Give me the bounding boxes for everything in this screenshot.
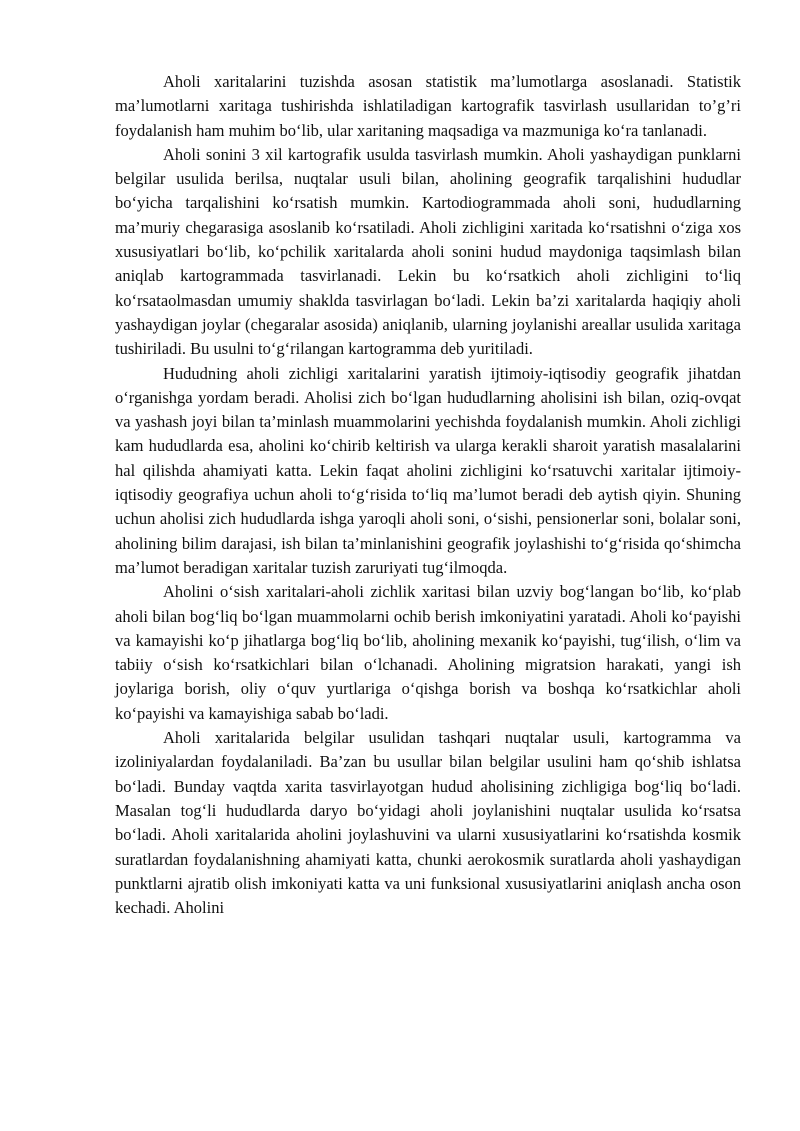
paragraph-population-methods: Aholi sonini 3 xil kartografik usulda tasvirlash mumkin. Aholi yashaydigan punklarni belgilar usulida berilsa, nuqtalar usuli bilan, aholining geografik tarqalishini hududlar bo‘yicha tarqalishini ko‘rsatish mumkin. Kartodiogrammada aholi soni, hududlarning ma’muriy chegarasiga asoslanib ko‘rsatiladi. Aholi zichligini xaritada ko‘rsatishni o‘ziga xos xususiyatlari bo‘lib, ko‘pchilik xaritalarda aholi sonini hudud maydoniga taqsimlash bilan aniqlab kartogrammada tasvirlanadi. Lekin bu ko‘rsatkich aholi zichligini to‘liq ko‘rsataolmasdan umumiy shaklda tasvirlagan bo‘ladi. Lekin ba’zi xaritalarda haqiqiy aholi yashaydigan joylar (chegaralar asosida) aniqlanib, ularning joylanishi areallar usulida xaritaga tushiriladi. Bu usulni to‘g‘rilangan kartogramma deb yuritiladi. [115, 144, 741, 359]
document-page [115, 70, 741, 920]
paragraph-density-maps: Hududning aholi zichligi xaritalarini yaratish ijtimoiy-iqtisodiy geografik jihatdan o‘rganishga yordam beradi. Aholisi zich bo‘lgan hududlarning aholisini ish bilan, oziq-ovqat va yashash joyi bilan ta’minlash muammolarini yechishda foydalanish mumkin. Aholi zichligi kam hududlarda esa, aholini ko‘chirib keltirish va ularga kerakli sharoit yaratish masalalarini hal qilishda ahamiyati katta. Lekin faqat aholini zichligini ko‘rsatuvchi xaritalar ijtimoiy-iqtisodiy geografiya uchun aholi to‘g‘risida to‘liq ma’lumot beradi deb aytish qiyin. Shuning uchun aholisi zich hududlarda ishga yaroqli aholi soni, o‘sishi, pensionerlar soni, bolalar soni, aholining bilim darajasi, ish bilan ta’minlanishini geografik joylashishi to‘g‘risida qo‘shimcha ma’lumot beradigan xaritalar tuzish zaruriyati tug‘ilmoqda. [115, 363, 741, 577]
paragraph-growth-maps: Aholini o‘sish xaritalari-aholi zichlik xaritasi bilan uzviy bog‘langan bo‘lib, ko‘plab aholi bilan bog‘liq bo‘lgan muammolarni ochib berish imkoniyatini yaratadi. Aholi ko‘payishi va kamayishi ko‘p jihatlarga bog‘liq bo‘lib, aholining mexanik ko‘payishi, tug‘ilish, o‘lim va tabiiy o‘sish ko‘rsatkichlari bilan o‘lchanadi. Aholining migratsion harakati, yangi ish joylariga borish, oliy o‘quv yurtlariga o‘qishga borish va boshqa ko‘rsatkichlar aholi ko‘payishi va kamayishiga sabab bo‘ladi. [115, 582, 741, 723]
paragraph-map-methods: Aholi xaritalarida belgilar usulidan tashqari nuqtalar usuli, kartogramma va izoliniyalardan foydalaniladi. Ba’zan bu usullar bilan belgilar usulini ham qo‘shib ishlatsa bo‘ladi. Bunday vaqtda xarita tasvirlayotgan hudud aholisining zichligiga bog‘liq bo‘ladi. Masalan tog‘li hududlarda daryo bo‘yidagi aholi joylanishini nuqtalar usulida ko‘rsatsa bo‘ladi. Aholi xaritalarida aholini joylashuvini va ularni xususiyatlarini ko‘rsatishda kosmik suratlardan foydalanishning ahamiyati katta, chunki aerokosmik suratlarda aholi yashaydigan punktlarni ajratib olish imkoniyati katta va uni funksional xususiyatlarini aniqlash ancha oson kechadi. Aholini [115, 728, 741, 918]
paragraph-statistical-data: Aholi xaritalarini tuzishda asosan statistik ma’lumotlarga asoslanadi. Statistik ma’lumotlarni xaritaga tushirishda ishlatiladigan kartografik tasvirlash usullaridan to’g’ri foydalanish ham muhim bo‘lib, ular xaritaning maqsadiga va mazmuniga ko‘ra tanlanadi. [115, 72, 741, 140]
